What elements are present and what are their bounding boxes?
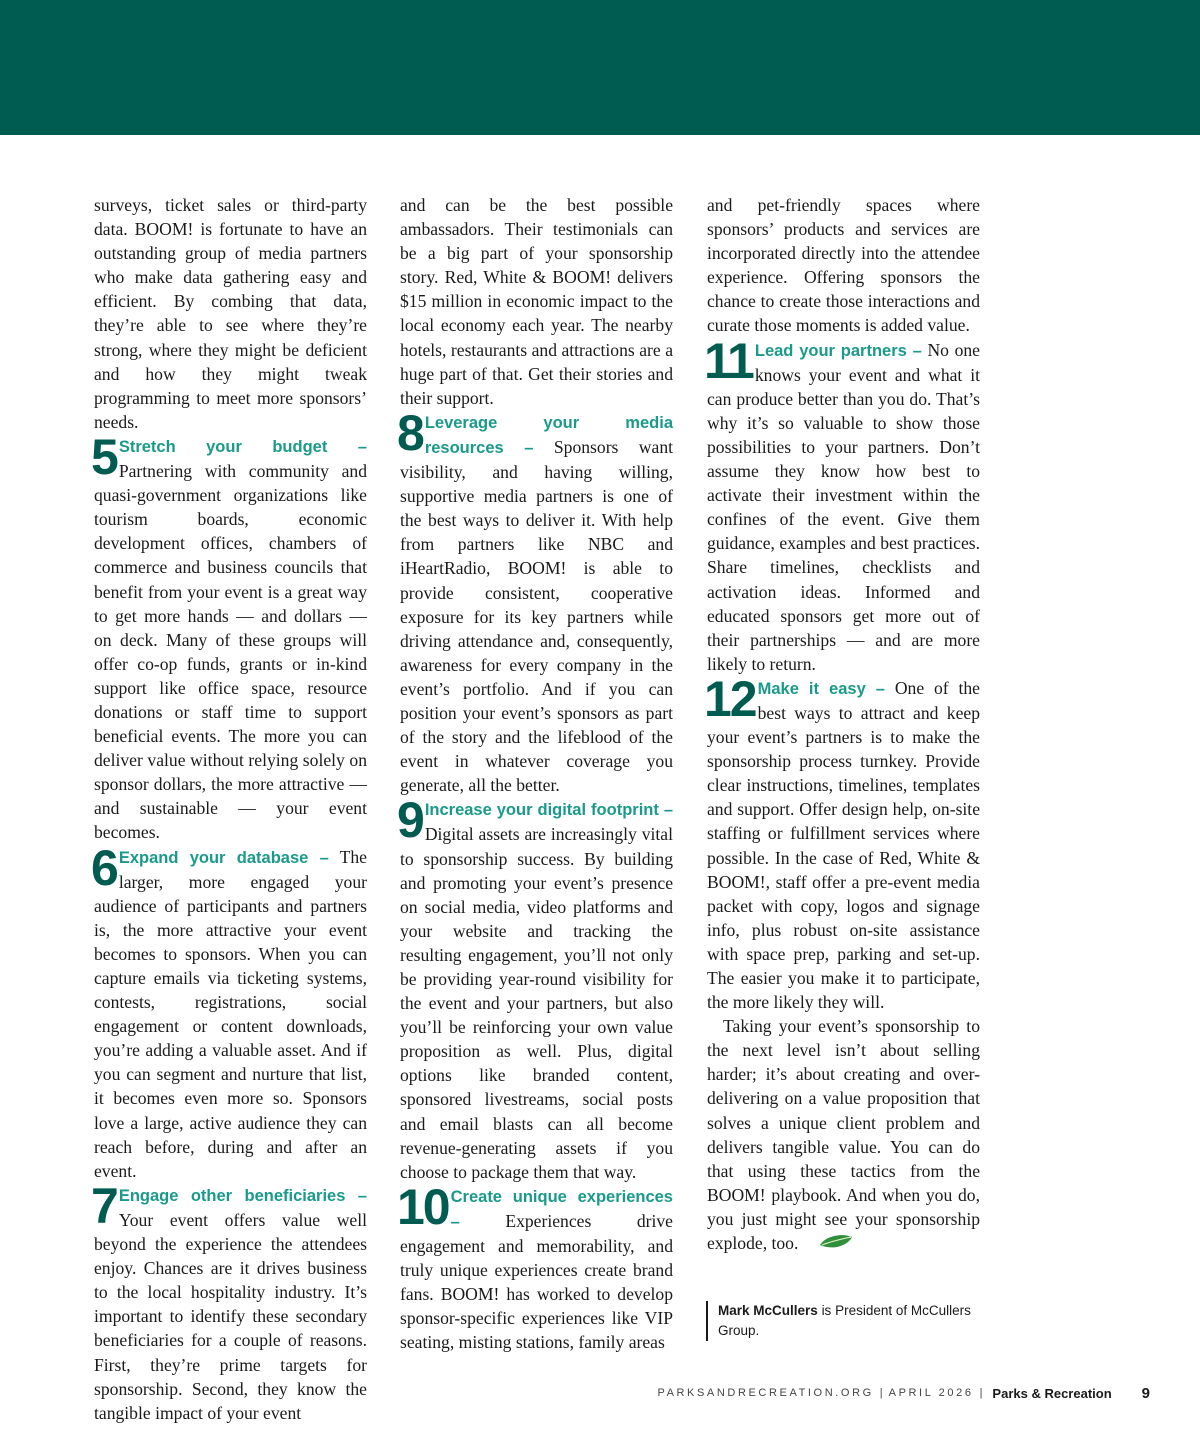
leaf-icon (802, 1233, 854, 1257)
tip-number-11: 11 (704, 332, 753, 389)
footer-magazine: Parks & Recreation (992, 1385, 1112, 1401)
tip-10 (397, 1178, 673, 1355)
footer-site: PARKSANDRECREATION.ORG (657, 1387, 874, 1399)
tip-heading-8: Leverage your media resources – (424, 413, 673, 457)
header-band (0, 0, 1200, 135)
tip-text-10: Experiences drive engagement and memorability, and truly unique experiences create brand fans. BOOM! has worked to develop sponsor-specific experiences like VIP seating, misting stations, family areas (400, 1210, 673, 1353)
tip-heading-6: Expand your database – (118, 848, 329, 867)
footer-separator-1: | (879, 1387, 883, 1399)
tip-text-12: One of the best ways to attract and keep your event’s partners is to make the sponsorship process turnkey. Provide clear instructions, timelines, templates and support. Offer design help, on-site staffing or fulfillment services where possible. In the case of Red, White & BOOM!, staff offer a pre-event media packet with copy, logos and signage info, plus robust on-site assistance with space prep, parking and set-up. The easier you make it to participate, the more likely they will. (707, 677, 980, 1013)
column-1-lead: surveys, ticket sales or third-party data. BOOM! is fortunate to have an outstanding group of media partners who make data gathering easy and efficient. By combing that data, they’re able to see where they’re strong, where they might be deficient and how they might tweak programming to meet more sponsors’ needs. (94, 195, 367, 432)
tip-heading-10: Create unique experiences – (450, 1187, 673, 1231)
tip-text-11: No one knows your event and what it can produce better than you do. That’s why it’s so valuable to show those possibilities to your partners. Don’t assume they know how best to activate their investment within the confines of the event. Give them guidance, examples and best practices. Share timelines, checklists and activation ideas. Informed and educated sponsors get more out of their partnerships — and are more likely to return. (707, 339, 980, 674)
author-name: Mark McCullers (718, 1303, 818, 1318)
page-footer (657, 1383, 1150, 1403)
tip-6 (91, 839, 367, 1183)
tip-11 (704, 332, 980, 676)
column-1 (91, 193, 367, 1425)
column-2 (397, 193, 673, 1355)
tip-heading-9: Increase your digital footprint – (424, 801, 673, 820)
tip-number-8: 8 (397, 404, 423, 461)
tip-heading-7: Engage other beneficiaries – (118, 1186, 367, 1205)
tip-text-5: Partnering with community and quasi-government organizations like tourism boards, economic development offices, chambers of commerce and business councils that benefit from your event is a great way to get more hands — and dollars — on deck. Many of these groups will offer co-op funds, grants or in-kind support like office space, resource donations or staff time to support beneficial events. The more you can deliver value without relying solely on sponsor dollars, the more attractive — and sustainable — your event becomes. (94, 461, 367, 843)
column-3-lead: and pet-friendly spaces where sponsors’ products and services are incorporated directly into the attendee experience. Offering sponsors the chance to create those interactions and curate those moments is added value. (707, 195, 980, 336)
tip-number-7: 7 (91, 1177, 117, 1234)
column-3 (704, 193, 980, 1257)
tip-12 (704, 670, 980, 1014)
tip-text-9: Digital assets are increasingly vital to sponsorship success. By building and promoting your event’s presence on social media, video platforms and your website and tracking the resulting engagement, you’ll not only be providing year-round visibility for the event and your partners, but also you’ll be reinforcing your own value proposition as well. Plus, digital options like branded content, sponsored livestreams, social posts and email blasts can all become revenue-generating assets if you choose to package them that way. (400, 824, 673, 1182)
footer-separator-2: | (979, 1387, 983, 1399)
tip-8 (397, 404, 673, 798)
tip-heading-5: Stretch your budget – (118, 437, 367, 456)
tip-number-12: 12 (704, 670, 756, 727)
footer-issue: APRIL 2026 (888, 1387, 974, 1399)
tip-7 (91, 1177, 367, 1425)
author-description: is President of McCullers Group. (718, 1303, 971, 1338)
closing-text: Taking your event’s sponsorship to the next level isn’t about selling harder; it’s about creating and over-delivering on a value proposition that solves a unique client problem and delivers tangible value. You can do that using these tactics from the BOOM! playbook. And when you do, you just might see your sponsorship explode, too. (707, 1016, 980, 1254)
tip-number-6: 6 (91, 839, 117, 896)
tip-number-9: 9 (397, 792, 423, 849)
tip-number-10: 10 (397, 1178, 449, 1235)
tip-heading-12: Make it easy – (757, 679, 885, 698)
closing-paragraph (707, 1014, 980, 1257)
tip-text-8: Sponsors want visibility, and having willing, supportive media partners is one of the best ways to deliver it. With help from partners like NBC and iHeartRadio, BOOM! is able to provide consistent, cooperative exposure for its key partners while driving attendance and, consequently, awareness for every company in the event’s portfolio. And if you can position your event’s sponsors as part of the story and the lifeblood of the event in whatever coverage you generate, all the better. (400, 436, 673, 796)
tip-5 (91, 428, 367, 845)
tip-number-5: 5 (91, 428, 117, 485)
tip-9 (397, 792, 673, 1184)
tip-text-7: Your event offers value well beyond the experience the attendees enjoy. Chances are it drives business to the local hospitality industry. It’s important to identify these secondary beneficiaries for a couple of reasons. First, they’re prime targets for sponsorship. Second, they know the tangible impact of your event (94, 1209, 367, 1423)
author-bio (706, 1301, 978, 1341)
tip-heading-11: Lead your partners – (754, 341, 922, 360)
column-2-lead: and can be the best possible ambassadors. Their testimonials can be a big part of your sponsorship story. Red, White & BOOM! delivers $15 million in economic impact to the local economy each year. The nearby hotels, restaurants and attractions are a huge part of that. Get their stories and their support. (400, 195, 673, 408)
tip-text-6: The larger, more engaged your audience of participants and partners is, the more attractive your event becomes to sponsors. When you can capture emails via ticketing systems, contests, registrations, social engagement or content downloads, you’re adding a valuable asset. And if you can segment and nurture that list, it becomes even more so. Sponsors love a large, active audience they can reach before, during and after an event. (94, 846, 367, 1181)
page-number: 9 (1141, 1384, 1150, 1402)
